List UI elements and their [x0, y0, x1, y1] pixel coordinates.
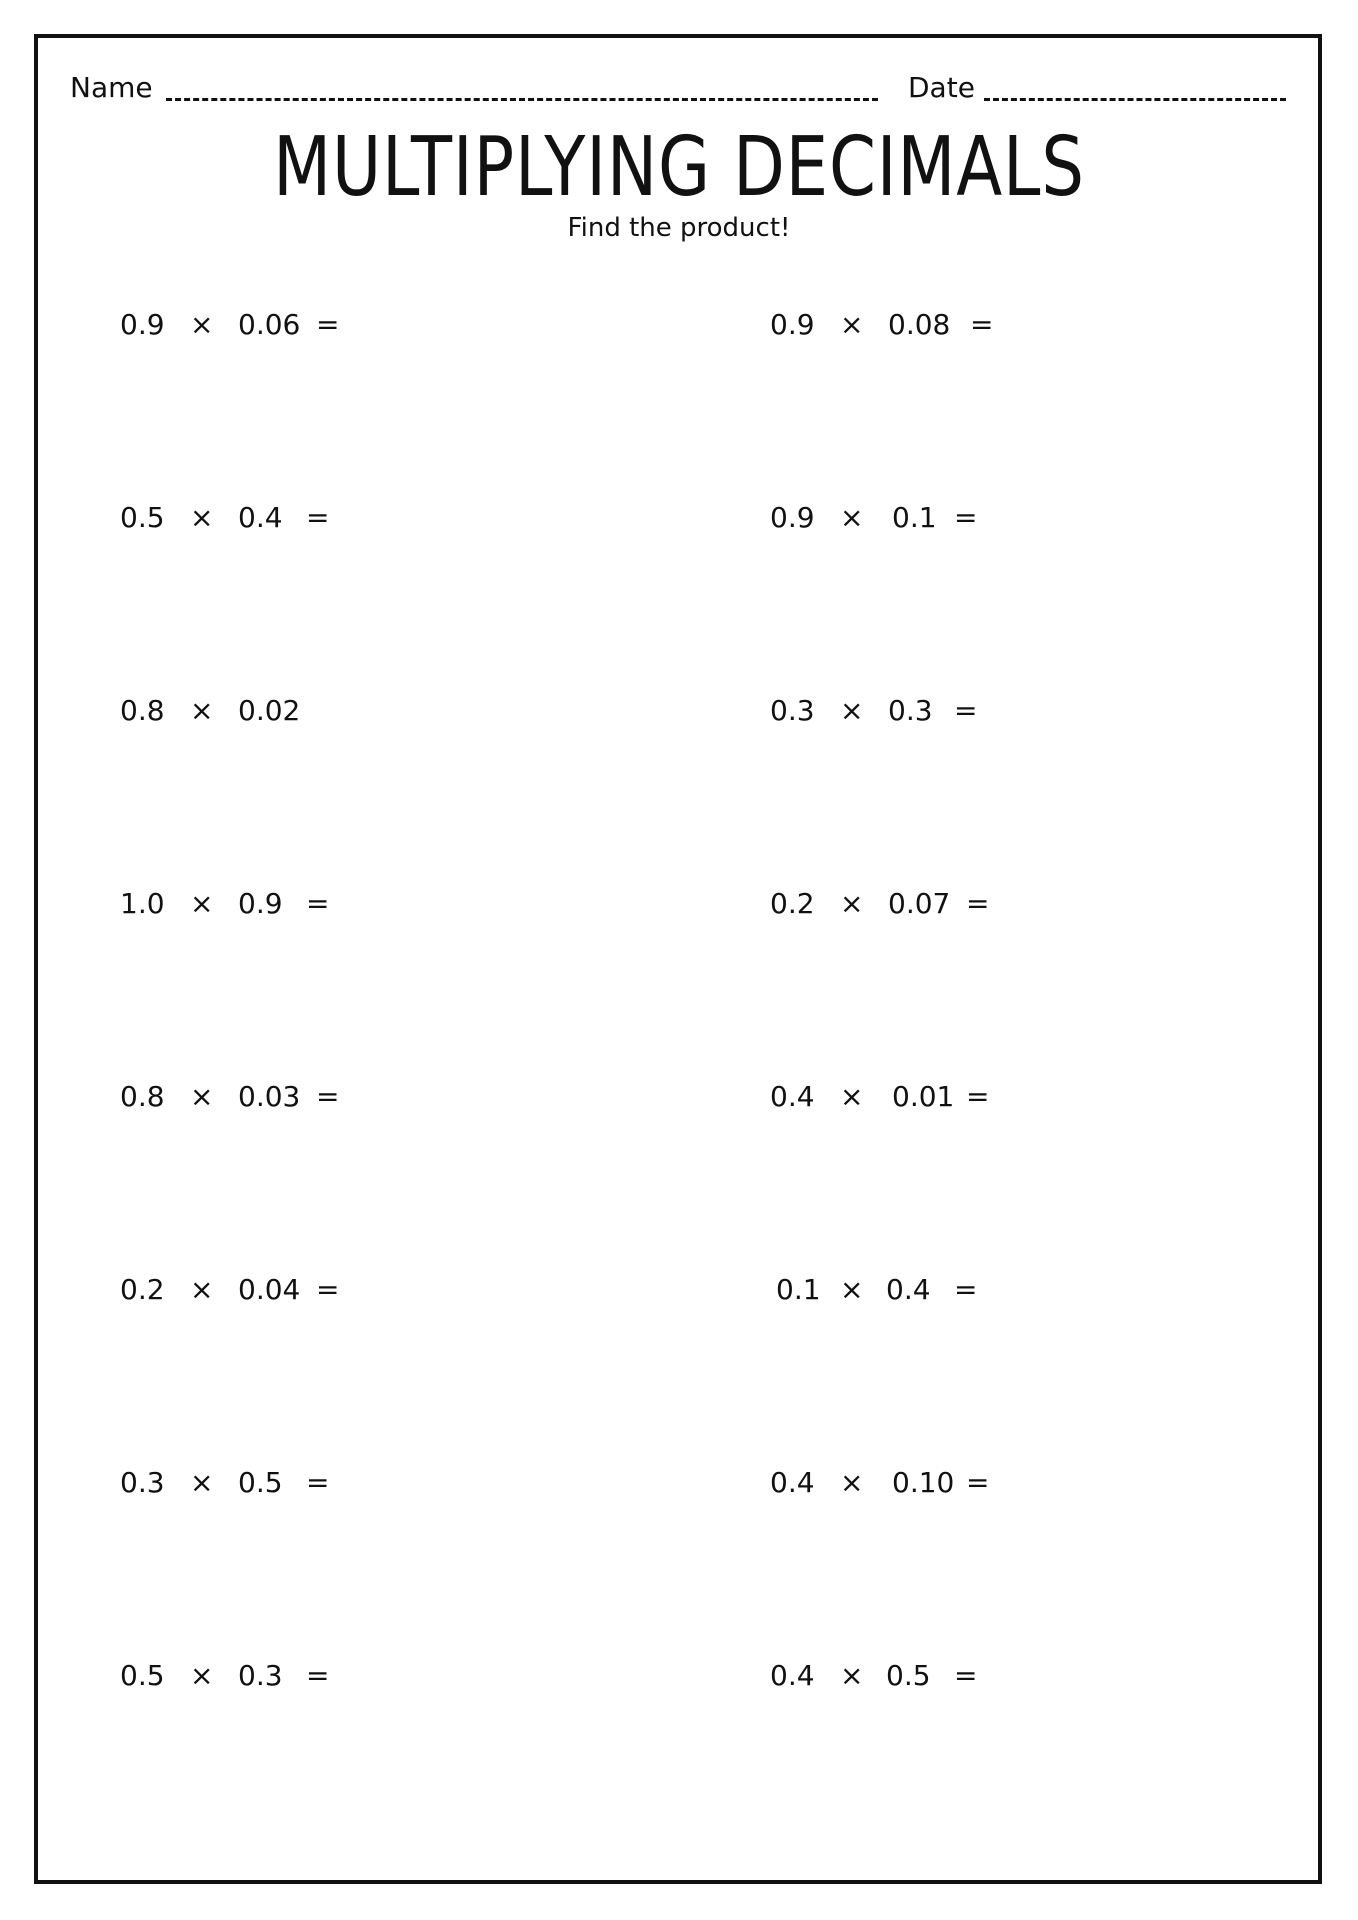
page-title: MULTIPLYING DECIMALS — [273, 120, 1085, 215]
equals-sign: = — [306, 1466, 330, 1499]
equals-sign: = — [966, 1466, 990, 1499]
multiply-sign: × — [840, 1273, 864, 1306]
operand-b: 0.08 — [888, 308, 951, 341]
operand-b: 0.04 — [238, 1273, 301, 1306]
equals-sign: = — [970, 308, 994, 341]
operand-a: 0.9 — [120, 308, 165, 341]
operand-b: 0.02 — [238, 694, 301, 727]
operand-a: 0.9 — [770, 308, 815, 341]
operand-b: 0.3 — [888, 694, 933, 727]
operand-a: 0.8 — [120, 694, 165, 727]
multiply-sign: × — [840, 308, 864, 341]
multiply-sign: × — [190, 1466, 214, 1499]
multiply-sign: × — [190, 1273, 214, 1306]
equals-sign: = — [966, 887, 990, 920]
operand-b: 0.01 — [892, 1080, 955, 1113]
equals-sign: = — [316, 308, 340, 341]
header-row — [70, 68, 1290, 108]
operand-a: 0.8 — [120, 1080, 165, 1113]
multiply-sign: × — [840, 1080, 864, 1113]
equals-sign: = — [954, 1273, 978, 1306]
equals-sign: = — [954, 1659, 978, 1692]
operand-b: 0.06 — [238, 308, 301, 341]
operand-b: 0.07 — [888, 887, 951, 920]
multiply-sign: × — [840, 1466, 864, 1499]
operand-a: 0.3 — [120, 1466, 165, 1499]
multiply-sign: × — [190, 1080, 214, 1113]
page-subtitle: Find the product! — [567, 213, 791, 243]
equals-sign: = — [954, 501, 978, 534]
equals-sign: = — [966, 1080, 990, 1113]
operand-a: 0.2 — [120, 1273, 165, 1306]
multiply-sign: × — [190, 887, 214, 920]
operand-a: 0.1 — [776, 1273, 821, 1306]
multiply-sign: × — [840, 1659, 864, 1692]
operand-a: 0.4 — [770, 1466, 815, 1499]
multiply-sign: × — [190, 1659, 214, 1692]
operand-b: 0.03 — [238, 1080, 301, 1113]
equals-sign: = — [306, 1659, 330, 1692]
operand-b: 0.3 — [238, 1659, 283, 1692]
operand-b: 0.5 — [238, 1466, 283, 1499]
name-label: Name — [70, 71, 153, 104]
name-field[interactable] — [166, 68, 878, 101]
operand-a: 0.3 — [770, 694, 815, 727]
operand-b: 0.10 — [892, 1466, 955, 1499]
multiply-sign: × — [840, 694, 864, 727]
equals-sign: = — [316, 1273, 340, 1306]
multiply-sign: × — [190, 501, 214, 534]
page-border — [34, 34, 1322, 1884]
operand-a: 0.5 — [120, 501, 165, 534]
date-field[interactable] — [984, 68, 1286, 101]
operand-b: 0.1 — [892, 501, 937, 534]
equals-sign: = — [316, 1080, 340, 1113]
multiply-sign: × — [190, 308, 214, 341]
multiply-sign: × — [190, 694, 214, 727]
operand-a: 0.2 — [770, 887, 815, 920]
operand-a: 0.4 — [770, 1659, 815, 1692]
operand-a: 0.4 — [770, 1080, 815, 1113]
equals-sign: = — [954, 694, 978, 727]
operand-a: 1.0 — [120, 887, 165, 920]
operand-b: 0.4 — [238, 501, 283, 534]
equals-sign: = — [306, 501, 330, 534]
date-label: Date — [908, 71, 975, 104]
operand-a: 0.5 — [120, 1659, 165, 1692]
operand-a: 0.9 — [770, 501, 815, 534]
multiply-sign: × — [840, 887, 864, 920]
operand-b: 0.4 — [886, 1273, 931, 1306]
equals-sign: = — [306, 887, 330, 920]
operand-b: 0.9 — [238, 887, 283, 920]
multiply-sign: × — [840, 501, 864, 534]
operand-b: 0.5 — [886, 1659, 931, 1692]
